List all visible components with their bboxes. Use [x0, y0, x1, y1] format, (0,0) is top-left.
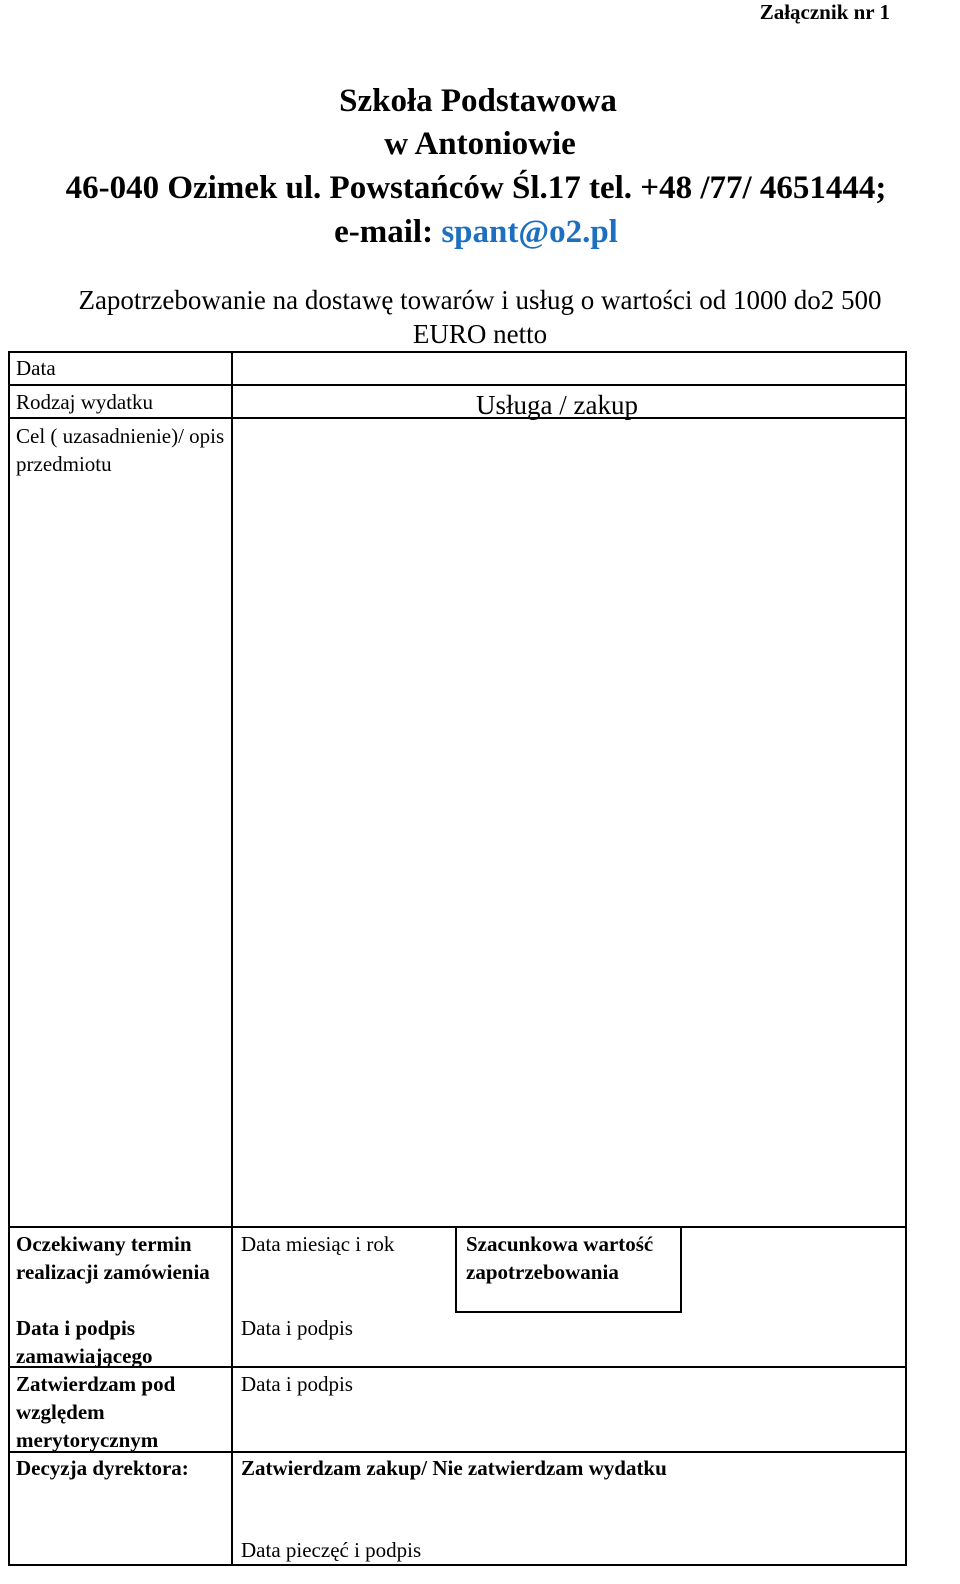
value-cell-bottom: [455, 1311, 682, 1313]
table-column-divider: [231, 351, 233, 1566]
annex-label: Załącznik nr 1: [759, 0, 890, 24]
table-border-bottom: [8, 1564, 907, 1566]
school-location: w Antoniowie: [384, 126, 576, 162]
email-label: e-mail:: [334, 214, 442, 250]
value-cell-divider: [680, 1226, 682, 1313]
director-decision-label: Decyzja dyrektora:: [16, 1456, 189, 1480]
school-address: 46-040 Ozimek ul. Powstańców Śl.17 tel. +48 /77/ 4651444;: [65, 170, 887, 206]
orderer-hint: Data i podpis: [241, 1316, 353, 1340]
form-title-line2: EURO netto: [412, 319, 548, 349]
email-link[interactable]: spant@o2.pl: [441, 214, 618, 250]
table-border-left: [8, 351, 10, 1566]
school-email-line: [0, 210, 956, 254]
form-title-line1: Zapotrzebowanie na dostawę towarów i usług o wartości od 1000 do2 500: [78, 285, 882, 315]
expected-term-label: Oczekiwany termin realizacji zamówienia: [16, 1232, 210, 1284]
director-signature-hint: Data pieczęć i podpis: [241, 1538, 422, 1562]
table-row-divider: [8, 417, 907, 419]
table-row-divider: [8, 1226, 907, 1228]
merit-approval-hint: Data i podpis: [241, 1372, 353, 1396]
school-name: Szkoła Podstawowa: [339, 83, 617, 119]
expected-term-hint: Data miesiąc i rok: [241, 1232, 395, 1256]
table-border-top: [8, 351, 907, 353]
expense-type-label: Rodzaj wydatku: [16, 390, 154, 414]
value-cell-divider: [455, 1226, 457, 1313]
expense-type-value: Usługa / zakup: [476, 390, 638, 420]
date-label: Data: [16, 356, 56, 380]
table-row-divider: [8, 384, 907, 386]
merit-approval-label: Zatwierdzam pod względem merytorycznym: [16, 1372, 176, 1452]
estimated-value-label: Szacunkowa wartość zapotrzebowania: [466, 1232, 654, 1284]
director-decision-text: Zatwierdzam zakup/ Nie zatwierdzam wydatku: [241, 1456, 667, 1480]
orderer-label: Data i podpis zamawiającego: [16, 1316, 153, 1368]
purpose-label: Cel ( uzasadnienie)/ opis przedmiotu: [16, 424, 225, 476]
table-border-right: [905, 351, 907, 1566]
